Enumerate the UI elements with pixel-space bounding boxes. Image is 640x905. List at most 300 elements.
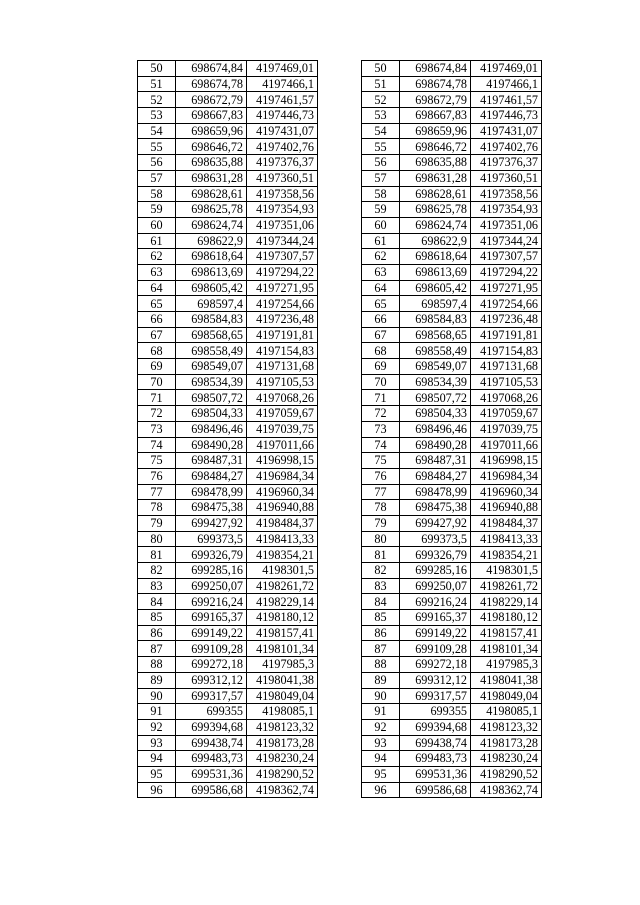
table-row (362, 547, 542, 563)
point-number-cell: 72 (362, 406, 400, 422)
table-row (362, 782, 542, 798)
point-number-cell: 76 (362, 468, 400, 484)
x-coordinate-cell: 699216,24 (176, 594, 247, 610)
point-number-cell: 95 (362, 766, 400, 782)
point-number-cell: 50 (138, 61, 176, 77)
y-coordinate-cell: 4198041,38 (247, 672, 318, 688)
y-coordinate-cell: 4197431,07 (247, 123, 318, 139)
y-coordinate-cell: 4197431,07 (471, 123, 542, 139)
y-coordinate-cell: 4197351,06 (247, 217, 318, 233)
x-coordinate-cell: 699438,74 (400, 735, 471, 751)
y-coordinate-cell: 4197105,53 (247, 374, 318, 390)
point-number-cell: 94 (362, 751, 400, 767)
y-coordinate-cell: 4198362,74 (247, 782, 318, 798)
y-coordinate-cell: 4198261,72 (247, 578, 318, 594)
point-number-cell: 78 (362, 500, 400, 516)
point-number-cell: 67 (362, 327, 400, 343)
y-coordinate-cell: 4198229,14 (247, 594, 318, 610)
point-number-cell: 57 (362, 170, 400, 186)
point-number-cell: 57 (138, 170, 176, 186)
point-number-cell: 66 (362, 312, 400, 328)
y-coordinate-cell: 4197344,24 (247, 233, 318, 249)
point-number-cell: 93 (138, 735, 176, 751)
table-row (138, 610, 318, 626)
table-row (138, 123, 318, 139)
point-number-cell: 65 (362, 296, 400, 312)
y-coordinate-cell: 4197011,66 (471, 437, 542, 453)
y-coordinate-cell: 4197466,1 (247, 76, 318, 92)
x-coordinate-cell: 698549,07 (400, 359, 471, 375)
y-coordinate-cell: 4197236,48 (247, 312, 318, 328)
point-number-cell: 82 (362, 563, 400, 579)
table-row (362, 186, 542, 202)
point-number-cell: 53 (362, 108, 400, 124)
y-coordinate-cell: 4197351,06 (471, 217, 542, 233)
coordinates-table-right (361, 60, 542, 798)
y-coordinate-cell: 4196940,88 (247, 500, 318, 516)
table-row (362, 296, 542, 312)
table-row (138, 563, 318, 579)
x-coordinate-cell: 698659,96 (176, 123, 247, 139)
point-number-cell: 66 (138, 312, 176, 328)
x-coordinate-cell: 699165,37 (176, 610, 247, 626)
y-coordinate-cell: 4198301,5 (247, 563, 318, 579)
x-coordinate-cell: 699373,5 (400, 531, 471, 547)
y-coordinate-cell: 4197402,76 (247, 139, 318, 155)
point-number-cell: 65 (138, 296, 176, 312)
x-coordinate-cell: 699109,28 (176, 641, 247, 657)
table-row (138, 343, 318, 359)
point-number-cell: 75 (138, 453, 176, 469)
x-coordinate-cell: 699216,24 (400, 594, 471, 610)
y-coordinate-cell: 4197068,26 (247, 390, 318, 406)
x-coordinate-cell: 698624,74 (176, 217, 247, 233)
x-coordinate-cell: 699272,18 (176, 657, 247, 673)
table-row (362, 76, 542, 92)
x-coordinate-cell: 698507,72 (400, 390, 471, 406)
table-row (362, 280, 542, 296)
x-coordinate-cell: 699250,07 (400, 578, 471, 594)
table-row (362, 202, 542, 218)
y-coordinate-cell: 4197131,68 (471, 359, 542, 375)
y-coordinate-cell: 4198180,12 (471, 610, 542, 626)
point-number-cell: 93 (362, 735, 400, 751)
x-coordinate-cell: 698646,72 (176, 139, 247, 155)
y-coordinate-cell: 4198229,14 (471, 594, 542, 610)
y-coordinate-cell: 4197402,76 (471, 139, 542, 155)
y-coordinate-cell: 4198413,33 (471, 531, 542, 547)
x-coordinate-cell: 698496,46 (176, 421, 247, 437)
point-number-cell: 53 (138, 108, 176, 124)
table-row (362, 719, 542, 735)
point-number-cell: 58 (362, 186, 400, 202)
table-row (362, 515, 542, 531)
point-number-cell: 88 (362, 657, 400, 673)
y-coordinate-cell: 4197376,37 (247, 155, 318, 171)
point-number-cell: 84 (138, 594, 176, 610)
x-coordinate-cell: 699312,12 (176, 672, 247, 688)
table-row (362, 233, 542, 249)
table-row (362, 688, 542, 704)
x-coordinate-cell: 698667,83 (176, 108, 247, 124)
y-coordinate-cell: 4198123,32 (247, 719, 318, 735)
x-coordinate-cell: 699531,36 (400, 766, 471, 782)
table-row (138, 657, 318, 673)
table-row (362, 531, 542, 547)
y-coordinate-cell: 4198230,24 (247, 751, 318, 767)
point-number-cell: 91 (138, 704, 176, 720)
y-coordinate-cell: 4197271,95 (471, 280, 542, 296)
table-row (138, 625, 318, 641)
y-coordinate-cell: 4197985,3 (247, 657, 318, 673)
table-row (138, 327, 318, 343)
point-number-cell: 63 (362, 264, 400, 280)
table-row (362, 312, 542, 328)
table-row (138, 359, 318, 375)
table-row (362, 735, 542, 751)
x-coordinate-cell: 698490,28 (400, 437, 471, 453)
y-coordinate-cell: 4198230,24 (471, 751, 542, 767)
x-coordinate-cell: 698487,31 (176, 453, 247, 469)
point-number-cell: 54 (138, 123, 176, 139)
x-coordinate-cell: 698622,9 (176, 233, 247, 249)
x-coordinate-cell: 698635,88 (176, 155, 247, 171)
table-row (138, 92, 318, 108)
table-row (138, 704, 318, 720)
table-row (362, 390, 542, 406)
point-number-cell: 74 (138, 437, 176, 453)
table-row (138, 578, 318, 594)
y-coordinate-cell: 4197307,57 (471, 249, 542, 265)
table-row (362, 406, 542, 422)
point-number-cell: 64 (362, 280, 400, 296)
x-coordinate-cell: 699285,16 (176, 563, 247, 579)
table-row (362, 625, 542, 641)
point-number-cell: 51 (362, 76, 400, 92)
x-coordinate-cell: 698496,46 (400, 421, 471, 437)
x-coordinate-cell: 698484,27 (400, 468, 471, 484)
x-coordinate-cell: 698558,49 (400, 343, 471, 359)
point-number-cell: 85 (362, 610, 400, 626)
x-coordinate-cell: 699317,57 (400, 688, 471, 704)
x-coordinate-cell: 698672,79 (400, 92, 471, 108)
table-row (138, 249, 318, 265)
y-coordinate-cell: 4197254,66 (247, 296, 318, 312)
table-row (362, 217, 542, 233)
x-coordinate-cell: 698625,78 (400, 202, 471, 218)
point-number-cell: 90 (362, 688, 400, 704)
x-coordinate-cell: 699483,73 (400, 751, 471, 767)
point-number-cell: 55 (138, 139, 176, 155)
table-row (138, 531, 318, 547)
y-coordinate-cell: 4197039,75 (247, 421, 318, 437)
table-row (138, 547, 318, 563)
point-number-cell: 64 (138, 280, 176, 296)
x-coordinate-cell: 698534,39 (176, 374, 247, 390)
y-coordinate-cell: 4198173,28 (247, 735, 318, 751)
x-coordinate-cell: 698667,83 (400, 108, 471, 124)
table-row (138, 500, 318, 516)
x-coordinate-cell: 698490,28 (176, 437, 247, 453)
point-number-cell: 89 (138, 672, 176, 688)
x-coordinate-cell: 698584,83 (400, 312, 471, 328)
x-coordinate-cell: 699317,57 (176, 688, 247, 704)
point-number-cell: 87 (362, 641, 400, 657)
table-row (362, 751, 542, 767)
y-coordinate-cell: 4198354,21 (471, 547, 542, 563)
x-coordinate-cell: 698622,9 (400, 233, 471, 249)
x-coordinate-cell: 698597,4 (400, 296, 471, 312)
point-number-cell: 87 (138, 641, 176, 657)
table-row (362, 610, 542, 626)
table-row (138, 468, 318, 484)
y-coordinate-cell: 4197271,95 (247, 280, 318, 296)
y-coordinate-cell: 4197131,68 (247, 359, 318, 375)
x-coordinate-cell: 699355 (176, 704, 247, 720)
x-coordinate-cell: 699373,5 (176, 531, 247, 547)
y-coordinate-cell: 4197446,73 (471, 108, 542, 124)
x-coordinate-cell: 698584,83 (176, 312, 247, 328)
point-number-cell: 79 (138, 515, 176, 531)
point-number-cell: 86 (362, 625, 400, 641)
x-coordinate-cell: 699427,92 (400, 515, 471, 531)
table-row (362, 484, 542, 500)
table-row (138, 61, 318, 77)
point-number-cell: 85 (138, 610, 176, 626)
point-number-cell: 68 (138, 343, 176, 359)
x-coordinate-cell: 699326,79 (400, 547, 471, 563)
table-row (362, 657, 542, 673)
point-number-cell: 74 (362, 437, 400, 453)
y-coordinate-cell: 4197059,67 (247, 406, 318, 422)
x-coordinate-cell: 698674,78 (176, 76, 247, 92)
point-number-cell: 76 (138, 468, 176, 484)
x-coordinate-cell: 698487,31 (400, 453, 471, 469)
x-coordinate-cell: 698558,49 (176, 343, 247, 359)
x-coordinate-cell: 698484,27 (176, 468, 247, 484)
y-coordinate-cell: 4196940,88 (471, 500, 542, 516)
y-coordinate-cell: 4196984,34 (471, 468, 542, 484)
table-row (138, 735, 318, 751)
table-row (138, 139, 318, 155)
table-row (138, 751, 318, 767)
y-coordinate-cell: 4198085,1 (247, 704, 318, 720)
y-coordinate-cell: 4197344,24 (471, 233, 542, 249)
table-row (138, 641, 318, 657)
point-number-cell: 94 (138, 751, 176, 767)
point-number-cell: 80 (362, 531, 400, 547)
table-row (138, 515, 318, 531)
table-row (362, 704, 542, 720)
point-number-cell: 51 (138, 76, 176, 92)
table-row (362, 374, 542, 390)
point-number-cell: 78 (138, 500, 176, 516)
y-coordinate-cell: 4196960,34 (471, 484, 542, 500)
point-number-cell: 71 (362, 390, 400, 406)
table-row (362, 61, 542, 77)
point-number-cell: 69 (362, 359, 400, 375)
point-number-cell: 92 (138, 719, 176, 735)
table-row (362, 123, 542, 139)
y-coordinate-cell: 4197191,81 (247, 327, 318, 343)
table-row (138, 264, 318, 280)
x-coordinate-cell: 699531,36 (176, 766, 247, 782)
point-number-cell: 56 (362, 155, 400, 171)
y-coordinate-cell: 4197358,56 (471, 186, 542, 202)
y-coordinate-cell: 4198354,21 (247, 547, 318, 563)
point-number-cell: 70 (138, 374, 176, 390)
point-number-cell: 80 (138, 531, 176, 547)
table-row (138, 594, 318, 610)
table-row (362, 672, 542, 688)
table-row (362, 421, 542, 437)
table-row (138, 437, 318, 453)
table-row (138, 719, 318, 735)
point-number-cell: 67 (138, 327, 176, 343)
table-row (362, 594, 542, 610)
y-coordinate-cell: 4197059,67 (471, 406, 542, 422)
y-coordinate-cell: 4197068,26 (471, 390, 542, 406)
point-number-cell: 56 (138, 155, 176, 171)
table-row (138, 766, 318, 782)
x-coordinate-cell: 699109,28 (400, 641, 471, 657)
point-number-cell: 68 (362, 343, 400, 359)
x-coordinate-cell: 699483,73 (176, 751, 247, 767)
y-coordinate-cell: 4197466,1 (471, 76, 542, 92)
x-coordinate-cell: 699285,16 (400, 563, 471, 579)
point-number-cell: 77 (138, 484, 176, 500)
y-coordinate-cell: 4198041,38 (471, 672, 542, 688)
x-coordinate-cell: 698504,33 (176, 406, 247, 422)
x-coordinate-cell: 698568,65 (400, 327, 471, 343)
y-coordinate-cell: 4197307,57 (247, 249, 318, 265)
point-number-cell: 70 (362, 374, 400, 390)
x-coordinate-cell: 698507,72 (176, 390, 247, 406)
table-row (138, 296, 318, 312)
y-coordinate-cell: 4197376,37 (471, 155, 542, 171)
x-coordinate-cell: 699586,68 (400, 782, 471, 798)
point-number-cell: 90 (138, 688, 176, 704)
x-coordinate-cell: 699165,37 (400, 610, 471, 626)
point-number-cell: 50 (362, 61, 400, 77)
table-row (362, 327, 542, 343)
table-row (362, 343, 542, 359)
x-coordinate-cell: 699355 (400, 704, 471, 720)
table-row (138, 672, 318, 688)
x-coordinate-cell: 698624,74 (400, 217, 471, 233)
point-number-cell: 52 (362, 92, 400, 108)
point-number-cell: 89 (362, 672, 400, 688)
point-number-cell: 73 (138, 421, 176, 437)
y-coordinate-cell: 4196984,34 (247, 468, 318, 484)
x-coordinate-cell: 698631,28 (400, 170, 471, 186)
x-coordinate-cell: 698534,39 (400, 374, 471, 390)
x-coordinate-cell: 698613,69 (176, 264, 247, 280)
table-row (138, 186, 318, 202)
x-coordinate-cell: 698631,28 (176, 170, 247, 186)
x-coordinate-cell: 698674,78 (400, 76, 471, 92)
table-row (138, 406, 318, 422)
table-row (138, 76, 318, 92)
y-coordinate-cell: 4198157,41 (471, 625, 542, 641)
y-coordinate-cell: 4197360,51 (471, 170, 542, 186)
y-coordinate-cell: 4197354,93 (471, 202, 542, 218)
x-coordinate-cell: 698504,33 (400, 406, 471, 422)
y-coordinate-cell: 4198049,04 (471, 688, 542, 704)
y-coordinate-cell: 4198049,04 (247, 688, 318, 704)
x-coordinate-cell: 698646,72 (400, 139, 471, 155)
x-coordinate-cell: 698674,84 (176, 61, 247, 77)
y-coordinate-cell: 4198261,72 (471, 578, 542, 594)
y-coordinate-cell: 4198290,52 (247, 766, 318, 782)
y-coordinate-cell: 4197236,48 (471, 312, 542, 328)
table-row (362, 500, 542, 516)
point-number-cell: 59 (362, 202, 400, 218)
x-coordinate-cell: 699312,12 (400, 672, 471, 688)
table-row (362, 155, 542, 171)
table-row (138, 484, 318, 500)
table-row (138, 155, 318, 171)
x-coordinate-cell: 699326,79 (176, 547, 247, 563)
y-coordinate-cell: 4198101,34 (247, 641, 318, 657)
table-row (138, 170, 318, 186)
x-coordinate-cell: 699149,22 (176, 625, 247, 641)
point-number-cell: 83 (362, 578, 400, 594)
x-coordinate-cell: 698628,61 (400, 186, 471, 202)
point-number-cell: 96 (138, 782, 176, 798)
table-row (138, 217, 318, 233)
point-number-cell: 84 (362, 594, 400, 610)
y-coordinate-cell: 4197154,83 (247, 343, 318, 359)
table-row (362, 249, 542, 265)
y-coordinate-cell: 4198484,37 (247, 515, 318, 531)
point-number-cell: 58 (138, 186, 176, 202)
point-number-cell: 88 (138, 657, 176, 673)
point-number-cell: 59 (138, 202, 176, 218)
y-coordinate-cell: 4197294,22 (247, 264, 318, 280)
table-row (138, 453, 318, 469)
y-coordinate-cell: 4198085,1 (471, 704, 542, 720)
y-coordinate-cell: 4197360,51 (247, 170, 318, 186)
x-coordinate-cell: 698625,78 (176, 202, 247, 218)
y-coordinate-cell: 4198290,52 (471, 766, 542, 782)
y-coordinate-cell: 4197461,57 (471, 92, 542, 108)
y-coordinate-cell: 4197469,01 (247, 61, 318, 77)
y-coordinate-cell: 4197105,53 (471, 374, 542, 390)
point-number-cell: 86 (138, 625, 176, 641)
table-row (138, 374, 318, 390)
point-number-cell: 71 (138, 390, 176, 406)
x-coordinate-cell: 699394,68 (400, 719, 471, 735)
point-number-cell: 77 (362, 484, 400, 500)
point-number-cell: 95 (138, 766, 176, 782)
x-coordinate-cell: 699149,22 (400, 625, 471, 641)
point-number-cell: 63 (138, 264, 176, 280)
point-number-cell: 83 (138, 578, 176, 594)
y-coordinate-cell: 4196998,15 (471, 453, 542, 469)
y-coordinate-cell: 4198157,41 (247, 625, 318, 641)
x-coordinate-cell: 698672,79 (176, 92, 247, 108)
point-number-cell: 92 (362, 719, 400, 735)
x-coordinate-cell: 698635,88 (400, 155, 471, 171)
point-number-cell: 75 (362, 453, 400, 469)
table-row (362, 359, 542, 375)
y-coordinate-cell: 4197191,81 (471, 327, 542, 343)
coordinates-table-left (137, 60, 318, 798)
point-number-cell: 54 (362, 123, 400, 139)
y-coordinate-cell: 4198180,12 (247, 610, 318, 626)
x-coordinate-cell: 698568,65 (176, 327, 247, 343)
